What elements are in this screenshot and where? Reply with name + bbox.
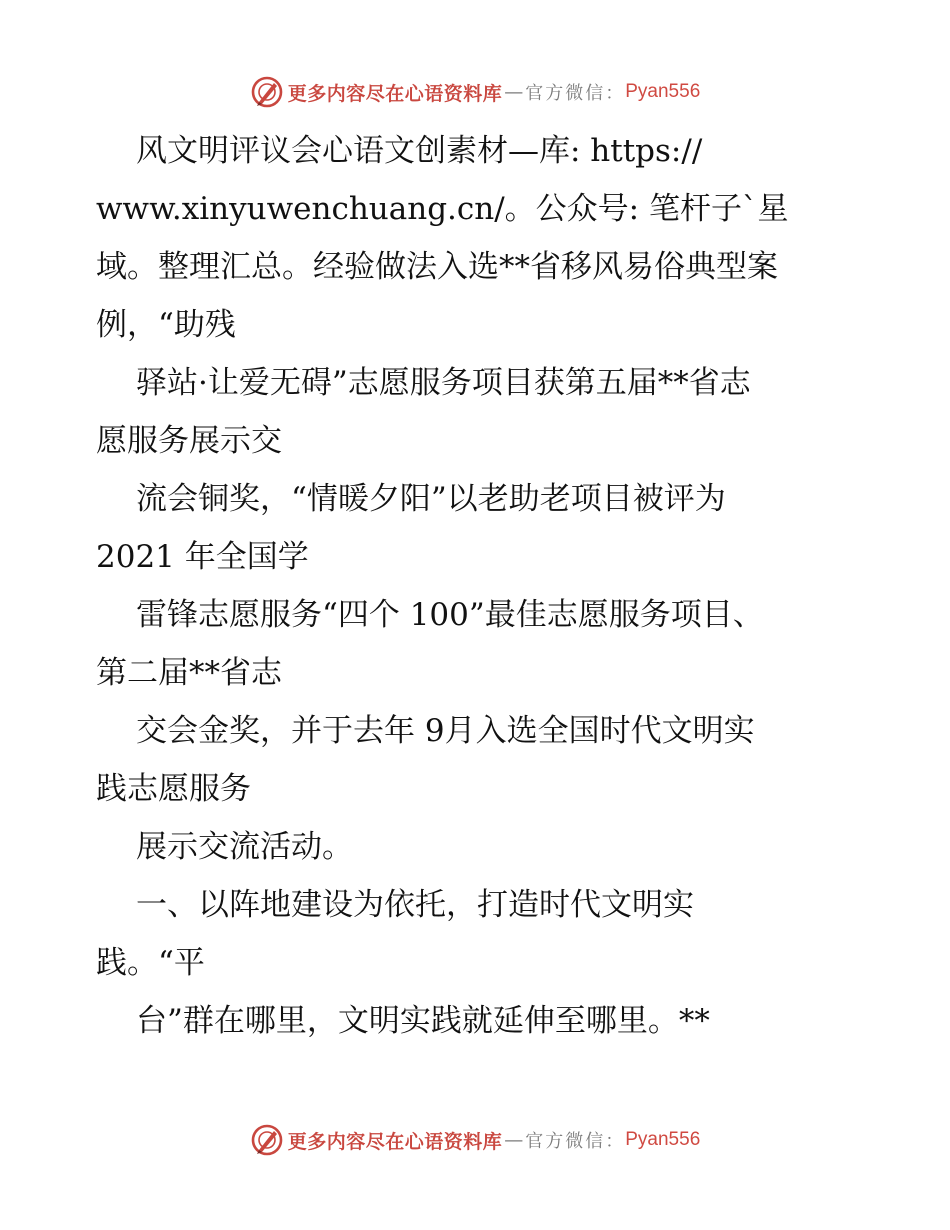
header-banner bbox=[0, 72, 950, 112]
body-line: 一、以阵地建设为依托，打造时代文明实 bbox=[136, 887, 694, 923]
body-line: 域。整理汇总。经验做法入选**省移风易俗典型案 bbox=[96, 249, 778, 285]
header-separator: — bbox=[504, 81, 524, 103]
footer-banner bbox=[0, 1120, 950, 1160]
logo-icon bbox=[250, 75, 284, 109]
body-line: 2021 年全国学 bbox=[96, 539, 309, 575]
footer-wechat-id: Pyan556 bbox=[625, 1129, 701, 1150]
body-line: 第二届**省志 bbox=[96, 655, 282, 691]
footer-separator: — bbox=[504, 1129, 524, 1151]
body-line: 践志愿服务 bbox=[96, 771, 251, 807]
header-site-text: 更多内容尽在心语资料库 bbox=[287, 82, 503, 105]
body-line: 流会铜奖，“情暖夕阳”以老助老项目被评为 bbox=[136, 481, 726, 517]
body-line: 交会金奖，并于去年 9月入选全国时代文明实 bbox=[136, 713, 755, 749]
body-line: 展示交流活动。 bbox=[136, 829, 353, 865]
header-official-label: 官方微信： bbox=[525, 83, 626, 104]
document-body bbox=[96, 122, 866, 1050]
body-line: 例，“助残 bbox=[96, 307, 236, 343]
footer-site-text: 更多内容尽在心语资料库 bbox=[287, 1130, 503, 1153]
footer-official-label: 官方微信： bbox=[525, 1131, 626, 1152]
body-line: 愿服务展示交 bbox=[96, 423, 282, 459]
body-line: 践。“平 bbox=[96, 945, 205, 981]
body-line: 风文明评议会心语文创素材—库: https:// bbox=[136, 133, 703, 169]
logo-icon bbox=[250, 1123, 284, 1157]
body-line: 台”群在哪里，文明实践就延伸至哪里。** bbox=[136, 1003, 710, 1039]
body-line: 驿站·让爱无碍”志愿服务项目获第五届**省志 bbox=[136, 365, 751, 401]
body-line: 雷锋志愿服务“四个 100”最佳志愿服务项目、 bbox=[136, 597, 764, 633]
header-wechat-id: Pyan556 bbox=[625, 81, 701, 102]
body-line: www.xinyuwenchuang.cn/。公众号: 笔杆子`星 bbox=[96, 191, 789, 227]
